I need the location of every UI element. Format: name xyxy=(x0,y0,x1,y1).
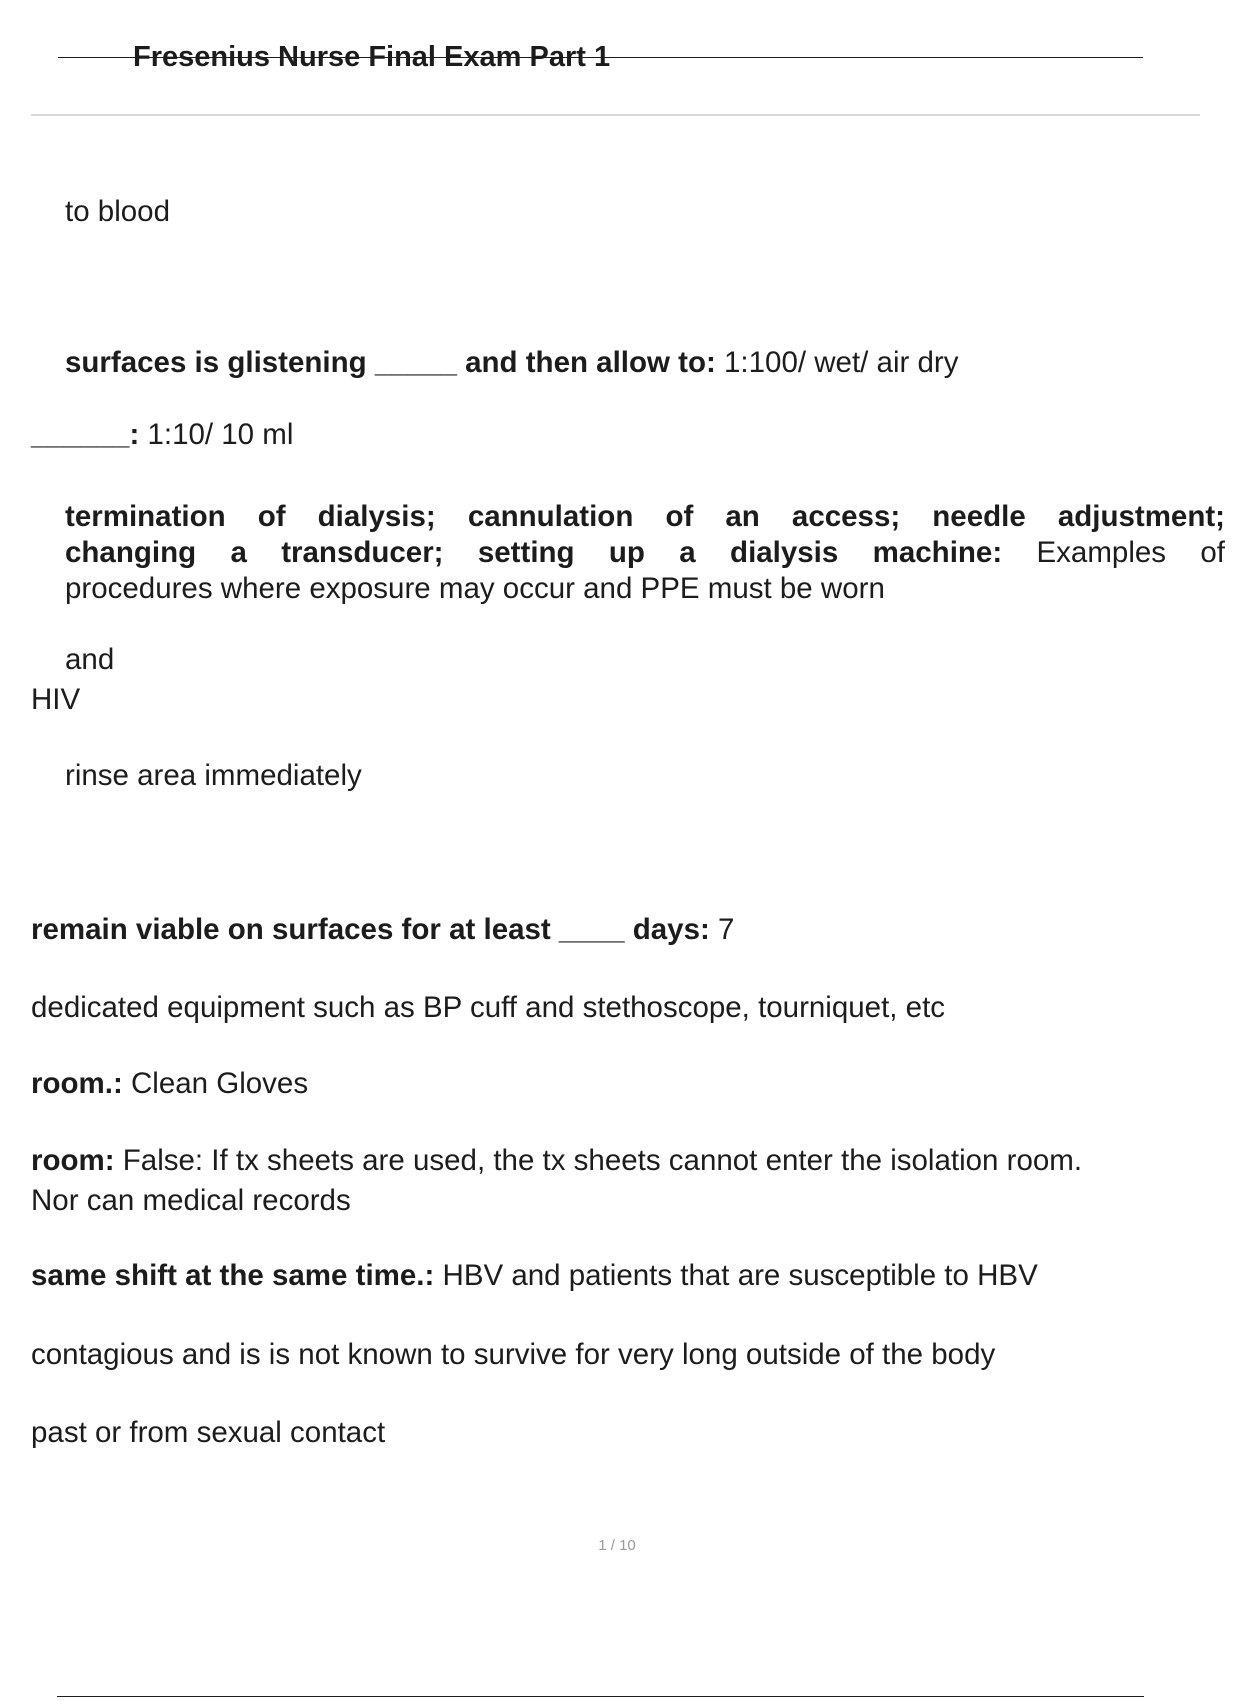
question-10-line-2: room: False: If tx sheets are used, the tx sheets cannot enter the isolation room. xyxy=(31,1144,1083,1177)
document-title: Fresenius Nurse Final Exam Part 1 xyxy=(133,41,611,73)
question-4-line-3: changing a transducer; setting up a dialysis machine: Examples of xyxy=(65,536,1225,569)
question-10-answer: False: If tx sheets are used, the tx sheets cannot enter the isolation room. xyxy=(114,1144,1083,1177)
question-10-line-3: Nor can medical records xyxy=(31,1184,351,1217)
footer-rule xyxy=(57,1696,1144,1697)
page-indicator: 1 / 10 xyxy=(598,1537,636,1554)
question-7-answer: 7 xyxy=(709,913,735,946)
question-5-line-2: and xyxy=(65,643,115,676)
question-5-line-3: HIV xyxy=(31,683,81,716)
question-11-line-2: same shift at the same time.: HBV and patients that are susceptible to HBV xyxy=(31,1259,1038,1292)
question-1-line-2: to blood xyxy=(65,195,170,228)
question-11-answer: HBV and patients that are susceptible to HBV xyxy=(434,1259,1038,1292)
question-8-line-2: dedicated equipment such as BP cuff and stethoscope, tourniquet, etc xyxy=(31,991,946,1024)
question-6-line-2: rinse area immediately xyxy=(65,759,362,792)
question-3-answer: 1:10/ 10 ml xyxy=(139,418,294,451)
question-7-line-2: remain viable on surfaces for at least ____ days: 7 xyxy=(31,913,735,946)
question-12-line-2: contagious and is is not known to survive for very long outside of the body xyxy=(31,1338,996,1371)
question-2-answer: 1:100/ wet/ air dry xyxy=(715,346,959,379)
question-3-line-2: ______: 1:10/ 10 ml xyxy=(31,418,294,451)
question-9-line-2: room.: Clean Gloves xyxy=(31,1067,309,1100)
question-9-answer: Clean Gloves xyxy=(122,1067,309,1100)
question-4-answer: Examples of xyxy=(1002,536,1225,569)
question-4-line-2: termination of dialysis; cannulation of an access; needle adjustment; xyxy=(65,500,1225,533)
question-2-line-2: surfaces is glistening _____ and then allow to: 1:100/ wet/ air dry xyxy=(65,346,959,379)
question-13-line-2: past or from sexual contact xyxy=(31,1416,386,1449)
question-4-line-4: procedures where exposure may occur and PPE must be worn xyxy=(65,572,885,605)
